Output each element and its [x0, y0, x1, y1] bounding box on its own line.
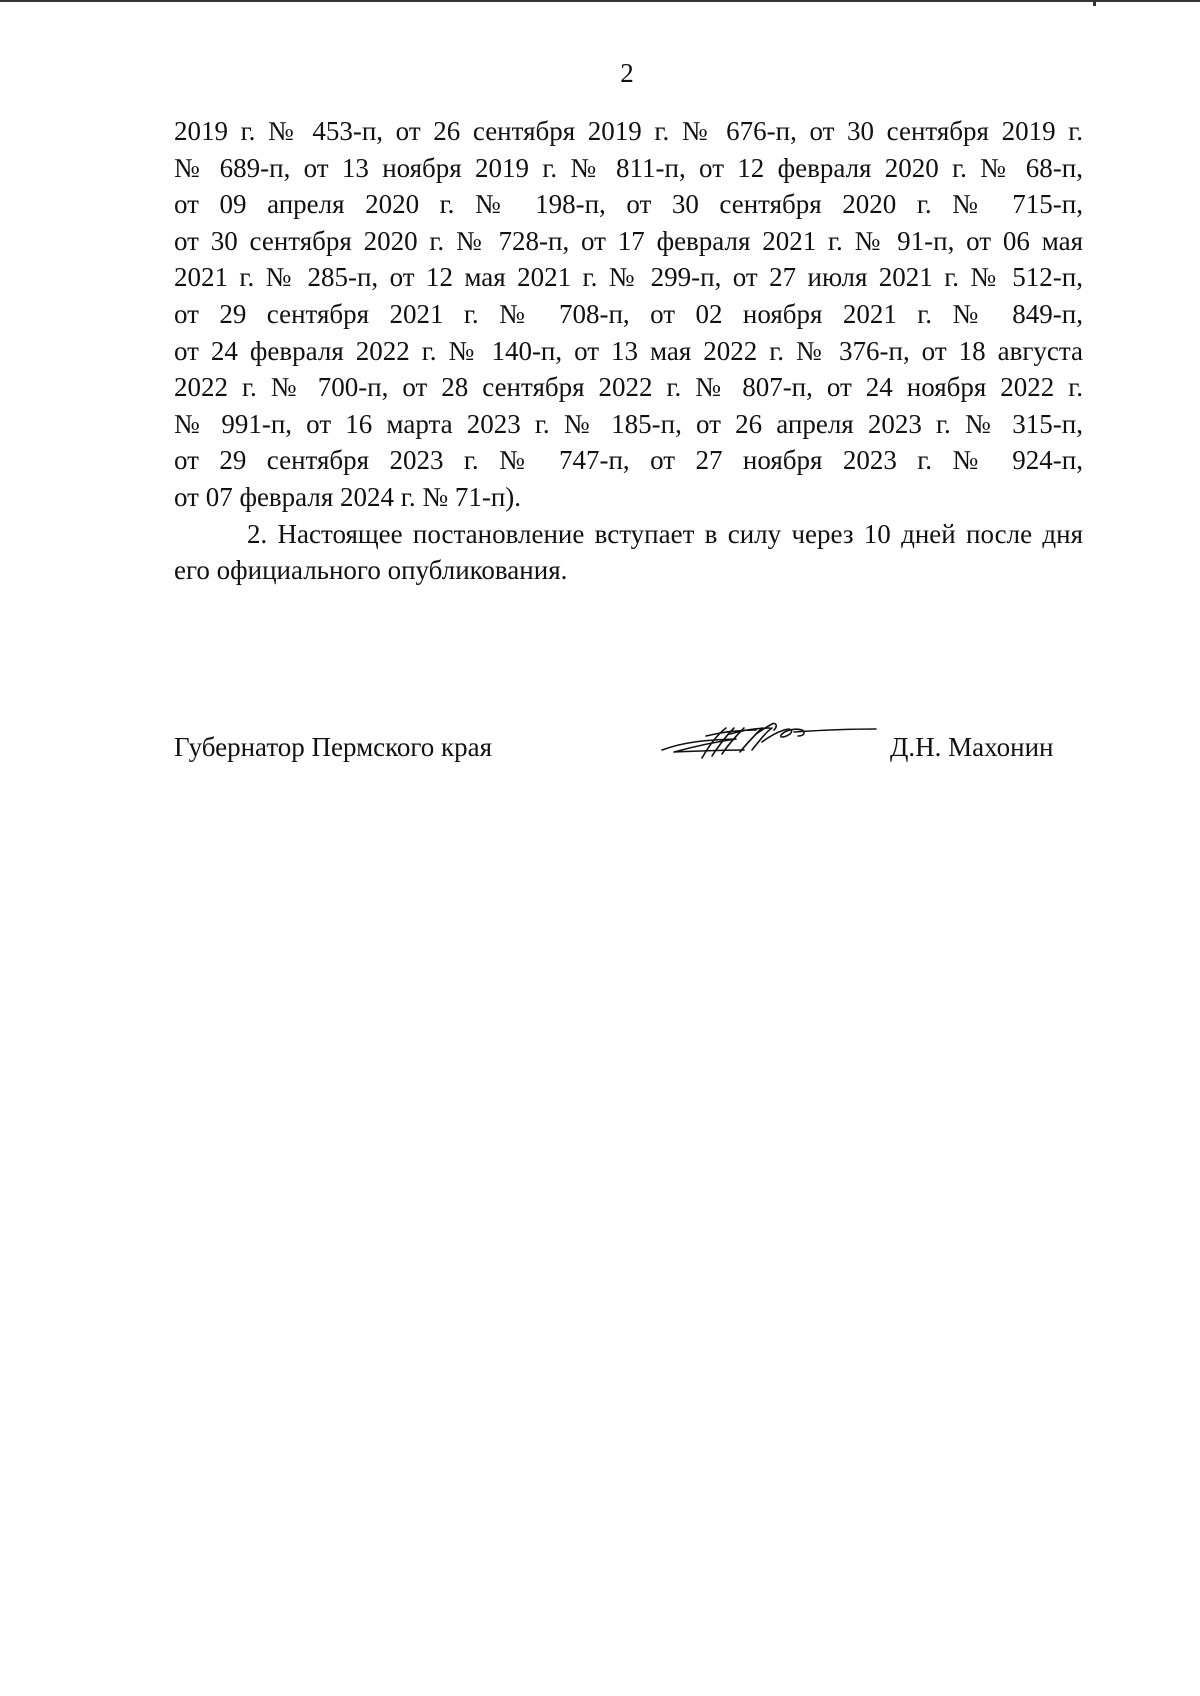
paragraph-amendments-list: [174, 113, 1083, 516]
page-number: 2: [620, 58, 634, 88]
text-line: от 24 февраля 2022 г. № 140-п, от 13 мая 2022 г. № 376-п, от 18 августа: [174, 335, 1083, 366]
scan-top-edge: [0, 0, 1200, 2]
text-line: от 07 февраля 2024 г. № 71-п).: [174, 481, 522, 512]
signatory-position: Губернатор Пермского края: [174, 732, 493, 762]
scan-edge-mark: [1093, 2, 1096, 6]
handwritten-signature-icon: [644, 712, 884, 772]
signatory-name: Д.Н. Махонин: [890, 732, 1054, 762]
text-line: от 29 сентября 2021 г. № 708-п, от 02 ноября 2021 г. № 849-п,: [174, 298, 1083, 329]
text-line: от 29 сентября 2023 г. № 747-п, от 27 ноября 2023 г. № 924-п,: [174, 445, 1083, 476]
text-line: № 689-п, от 13 ноября 2019 г. № 811-п, от 12 февраля 2020 г. № 68-п,: [174, 152, 1083, 183]
text-line: от 30 сентября 2020 г. № 728-п, от 17 февраля 2021 г. № 91-п, от 06 мая: [174, 225, 1083, 256]
text-line: от 09 апреля 2020 г. № 198-п, от 30 сентября 2020 г. № 715-п,: [174, 189, 1083, 220]
text-line: 2019 г. № 453-п, от 26 сентября 2019 г. № 676-п, от 30 сентября 2019 г.: [174, 116, 1083, 146]
signature-block: [174, 718, 1094, 778]
text-line: его официального опубликования.: [174, 555, 568, 586]
paragraph-effective-date: [174, 516, 1083, 589]
text-line: 2. Настоящее постановление вступает в силу через 10 дней после дня: [247, 518, 1083, 549]
text-line: № 991-п, от 16 марта 2023 г. № 185-п, от 26 апреля 2023 г. № 315-п,: [174, 408, 1083, 439]
document-body: [174, 113, 1083, 589]
text-line: 2021 г. № 285-п, от 12 мая 2021 г. № 299-п, от 27 июля 2021 г. № 512-п,: [174, 262, 1083, 293]
text-line: 2022 г. № 700-п, от 28 сентября 2022 г. № 807-п, от 24 ноября 2022 г.: [174, 372, 1083, 403]
